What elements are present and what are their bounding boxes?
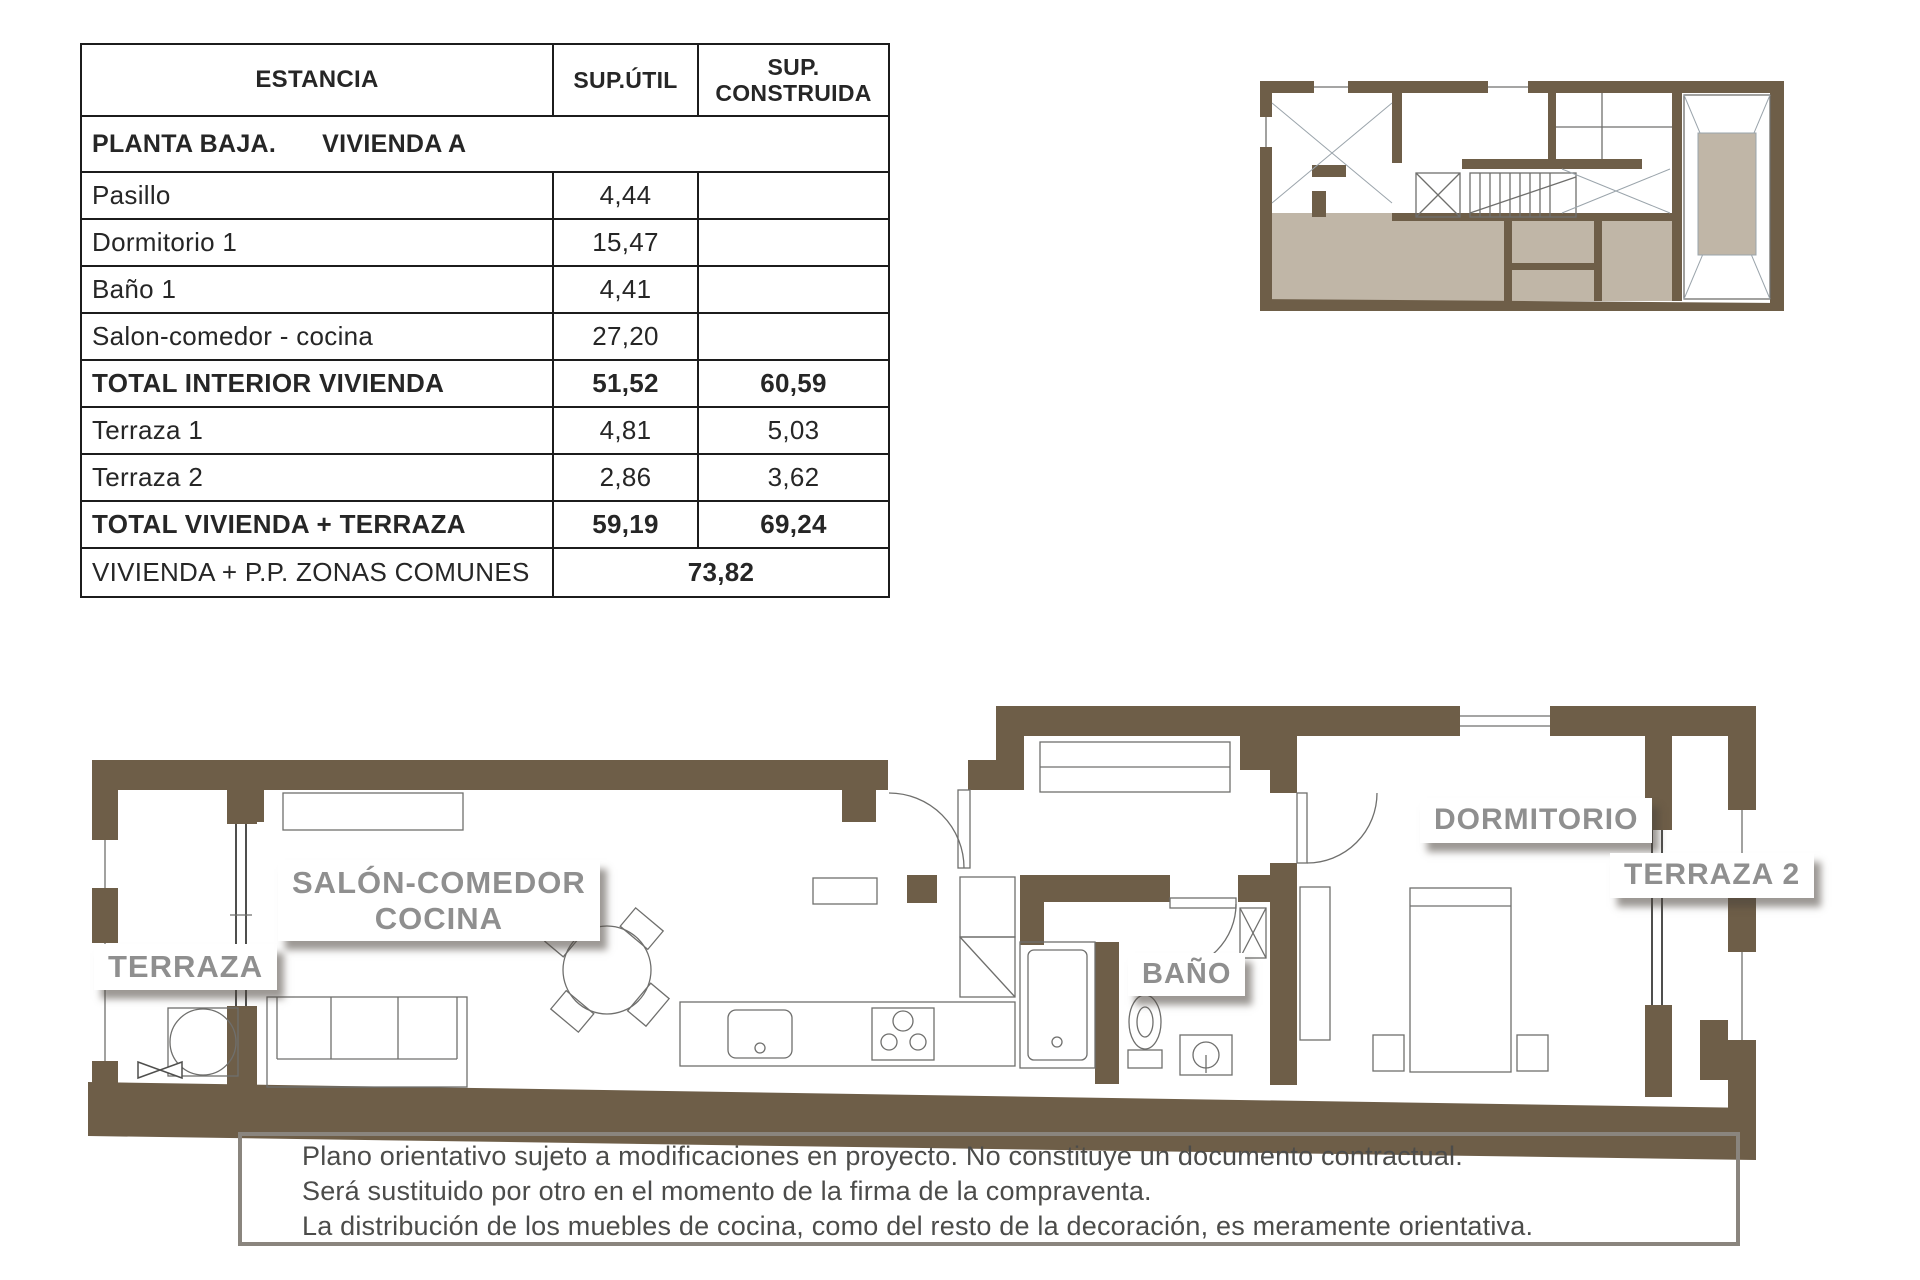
terraza-label: TERRAZA [94, 944, 277, 990]
table-row [81, 313, 889, 360]
row-label: Pasillo [81, 172, 553, 219]
sofa [267, 997, 467, 1087]
row-label: TOTAL VIVIENDA + TERRAZA [81, 501, 553, 548]
table-row [81, 219, 889, 266]
bathroom-sink [1180, 1035, 1232, 1075]
header-sup-construida: SUP. CONSTRUIDA [698, 44, 889, 116]
row-label: Dormitorio 1 [81, 219, 553, 266]
table-row-total-interior [81, 360, 889, 407]
section-vivienda: VIVIENDA A [322, 129, 467, 158]
section-planta: PLANTA BAJA. [92, 129, 277, 158]
location-mini-plan [1252, 73, 1792, 325]
row-label: Baño 1 [81, 266, 553, 313]
kitchen-cabinet-hatched [813, 878, 877, 904]
footer-value: 73,82 [553, 548, 889, 597]
row-label: Salon-comedor - cocina [81, 313, 553, 360]
disclaimer-line2: Será sustituido por otro en el momento de la firma de la compraventa. [302, 1176, 1152, 1206]
row-construida: 3,62 [698, 454, 889, 501]
kitchen-bottom-counter [680, 1002, 1015, 1066]
row-util: 27,20 [553, 313, 698, 360]
mini-plan-stairs [1470, 173, 1576, 217]
dormitorio-door [1297, 793, 1377, 863]
table-row-zonas-comunes [81, 548, 889, 597]
row-util: 4,44 [553, 172, 698, 219]
salon-comedor-label [278, 860, 600, 941]
row-construida [698, 219, 889, 266]
toilet [1128, 995, 1162, 1068]
areas-table [80, 43, 890, 598]
nightstand-right [1517, 1035, 1548, 1071]
row-util: 2,86 [553, 454, 698, 501]
table-row [81, 172, 889, 219]
row-construida [698, 266, 889, 313]
row-label: Terraza 2 [81, 454, 553, 501]
row-util: 59,19 [553, 501, 698, 548]
row-util: 15,47 [553, 219, 698, 266]
kitchen-tall-unit [960, 877, 1015, 997]
terraza2-label: TERRAZA 2 [1610, 853, 1814, 898]
nightstand-left [1373, 1035, 1404, 1071]
row-label: TOTAL INTERIOR VIVIENDA [81, 360, 553, 407]
row-construida: 5,03 [698, 407, 889, 454]
bano-label: BAÑO [1128, 953, 1245, 996]
disclaimer-line1: Plano orientativo sujeto a modificaciones en proyecto. No constituye un documento contractual. [302, 1141, 1463, 1171]
row-util: 4,81 [553, 407, 698, 454]
row-construida [698, 313, 889, 360]
dormitorio-wardrobe [1300, 887, 1330, 1040]
salon-label-line2: COCINA [374, 900, 503, 936]
row-construida: 60,59 [698, 360, 889, 407]
interior-walls [907, 736, 1672, 1097]
bed [1410, 888, 1511, 1072]
bano-shaft [1240, 908, 1266, 958]
disclaimer-box [238, 1132, 1740, 1246]
shower [1020, 942, 1095, 1068]
table-row-total-vivienda [81, 501, 889, 548]
mini-plan-elevator [1416, 173, 1460, 217]
footer-label: VIVIENDA + P.P. ZONAS COMUNES [81, 548, 553, 597]
header-estancia: ESTANCIA [81, 44, 553, 116]
section-title [81, 116, 889, 172]
header-sup-util: SUP.ÚTIL [553, 44, 698, 116]
mini-plan-room-lines [1272, 93, 1672, 213]
mini-plan-patio [1684, 95, 1770, 299]
dormitorio-label: DORMITORIO [1420, 798, 1652, 843]
drain-icon [138, 1062, 182, 1078]
salon-label-line1: SALÓN-COMEDOR [292, 865, 586, 900]
row-util: 51,52 [553, 360, 698, 407]
row-construida [698, 172, 889, 219]
disclaimer-line3: La distribución de los muebles de cocina, como del resto de la decoración, es meramente orientativa. [302, 1211, 1534, 1241]
row-label: Terraza 1 [81, 407, 553, 454]
table-section-row [81, 116, 889, 172]
table-row [81, 407, 889, 454]
kitchen-top-counter [283, 793, 463, 830]
table-row [81, 454, 889, 501]
table-row [81, 266, 889, 313]
hall-closet [1040, 742, 1230, 792]
entrance-door [889, 790, 970, 868]
row-construida: 69,24 [698, 501, 889, 548]
table-header-row [81, 44, 889, 116]
terraza-partition [227, 790, 257, 1086]
row-util: 4,41 [553, 266, 698, 313]
